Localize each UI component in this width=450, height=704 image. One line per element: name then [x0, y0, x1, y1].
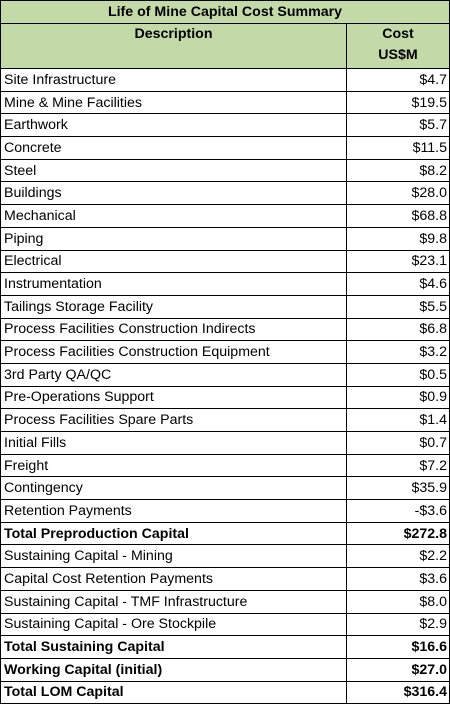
- table-row: [1, 613, 450, 636]
- row-description: Electrical: [1, 250, 347, 273]
- table-row: [1, 590, 450, 613]
- row-cost: $19.5: [347, 91, 450, 114]
- table-row: [1, 341, 450, 364]
- row-description: Capital Cost Retention Payments: [1, 568, 347, 591]
- table-row: [1, 568, 450, 591]
- row-cost: $2.9: [347, 613, 450, 636]
- row-description: Process Facilities Spare Parts: [1, 409, 347, 432]
- row-cost: $23.1: [347, 250, 450, 273]
- row-cost: $27.0: [347, 658, 450, 681]
- row-description: Initial Fills: [1, 432, 347, 455]
- table-header-row: [1, 24, 450, 69]
- row-cost: $6.8: [347, 318, 450, 341]
- row-description: Sustaining Capital - Mining: [1, 545, 347, 568]
- row-cost: $11.5: [347, 137, 450, 160]
- row-description: Buildings: [1, 182, 347, 205]
- row-description: Earthwork: [1, 114, 347, 137]
- row-cost: $5.5: [347, 295, 450, 318]
- cost-header-label: Cost: [382, 26, 414, 42]
- row-cost: $0.9: [347, 386, 450, 409]
- table-row: [1, 363, 450, 386]
- table-row: [1, 182, 450, 205]
- row-description: Sustaining Capital - Ore Stockpile: [1, 613, 347, 636]
- row-cost: $0.7: [347, 432, 450, 455]
- row-cost: -$3.6: [347, 500, 450, 523]
- row-description: Pre-Operations Support: [1, 386, 347, 409]
- row-description: Process Facilities Construction Indirects: [1, 318, 347, 341]
- table-row: [1, 409, 450, 432]
- row-cost: $272.8: [347, 522, 450, 545]
- table-row: [1, 386, 450, 409]
- table-row: [1, 454, 450, 477]
- row-description: Total Preproduction Capital: [1, 522, 347, 545]
- row-cost: $5.7: [347, 114, 450, 137]
- table-row: [1, 500, 450, 523]
- row-cost: $1.4: [347, 409, 450, 432]
- row-cost: $16.6: [347, 636, 450, 659]
- row-cost: $28.0: [347, 182, 450, 205]
- table-row: [1, 91, 450, 114]
- description-column-header: Description: [1, 24, 347, 69]
- table-row: [1, 205, 450, 228]
- row-cost: $8.0: [347, 590, 450, 613]
- table-row: [1, 273, 450, 296]
- table-row: [1, 318, 450, 341]
- row-description: Mechanical: [1, 205, 347, 228]
- row-cost: $68.8: [347, 205, 450, 228]
- cost-column-header: [347, 24, 450, 69]
- table-row: [1, 69, 450, 92]
- table-row: [1, 114, 450, 137]
- row-cost: $7.2: [347, 454, 450, 477]
- row-cost: $35.9: [347, 477, 450, 500]
- row-cost: $316.4: [347, 681, 450, 704]
- row-description: Tailings Storage Facility: [1, 295, 347, 318]
- row-cost: $3.6: [347, 568, 450, 591]
- row-description: Steel: [1, 159, 347, 182]
- table-total-row: [1, 636, 450, 659]
- row-description: Process Facilities Construction Equipment: [1, 341, 347, 364]
- row-description: Total Sustaining Capital: [1, 636, 347, 659]
- table-row: [1, 159, 450, 182]
- table-row: [1, 250, 450, 273]
- row-cost: $9.8: [347, 227, 450, 250]
- table-total-row: [1, 522, 450, 545]
- row-cost: $0.5: [347, 363, 450, 386]
- table-total-row: [1, 681, 450, 704]
- table-row: [1, 227, 450, 250]
- row-description: Retention Payments: [1, 500, 347, 523]
- table-total-row: [1, 658, 450, 681]
- row-description: Freight: [1, 454, 347, 477]
- table-row: [1, 545, 450, 568]
- table-title-row: [1, 1, 450, 24]
- row-description: Site Infrastructure: [1, 69, 347, 92]
- row-description: 3rd Party QA/QC: [1, 363, 347, 386]
- cost-header-unit: US$M: [378, 47, 418, 63]
- row-cost: $3.2: [347, 341, 450, 364]
- row-description: Sustaining Capital - TMF Infrastructure: [1, 590, 347, 613]
- table-row: [1, 477, 450, 500]
- row-cost: $4.7: [347, 69, 450, 92]
- row-cost: $4.6: [347, 273, 450, 296]
- row-description: Instrumentation: [1, 273, 347, 296]
- table-row: [1, 295, 450, 318]
- row-description: Piping: [1, 227, 347, 250]
- table-title: Life of Mine Capital Cost Summary: [1, 1, 450, 24]
- row-cost: $2.2: [347, 545, 450, 568]
- row-cost: $8.2: [347, 159, 450, 182]
- row-description: Working Capital (initial): [1, 658, 347, 681]
- table-row: [1, 137, 450, 160]
- row-description: Contingency: [1, 477, 347, 500]
- table-row: [1, 432, 450, 455]
- row-description: Total LOM Capital: [1, 681, 347, 704]
- row-description: Concrete: [1, 137, 347, 160]
- row-description: Mine & Mine Facilities: [1, 91, 347, 114]
